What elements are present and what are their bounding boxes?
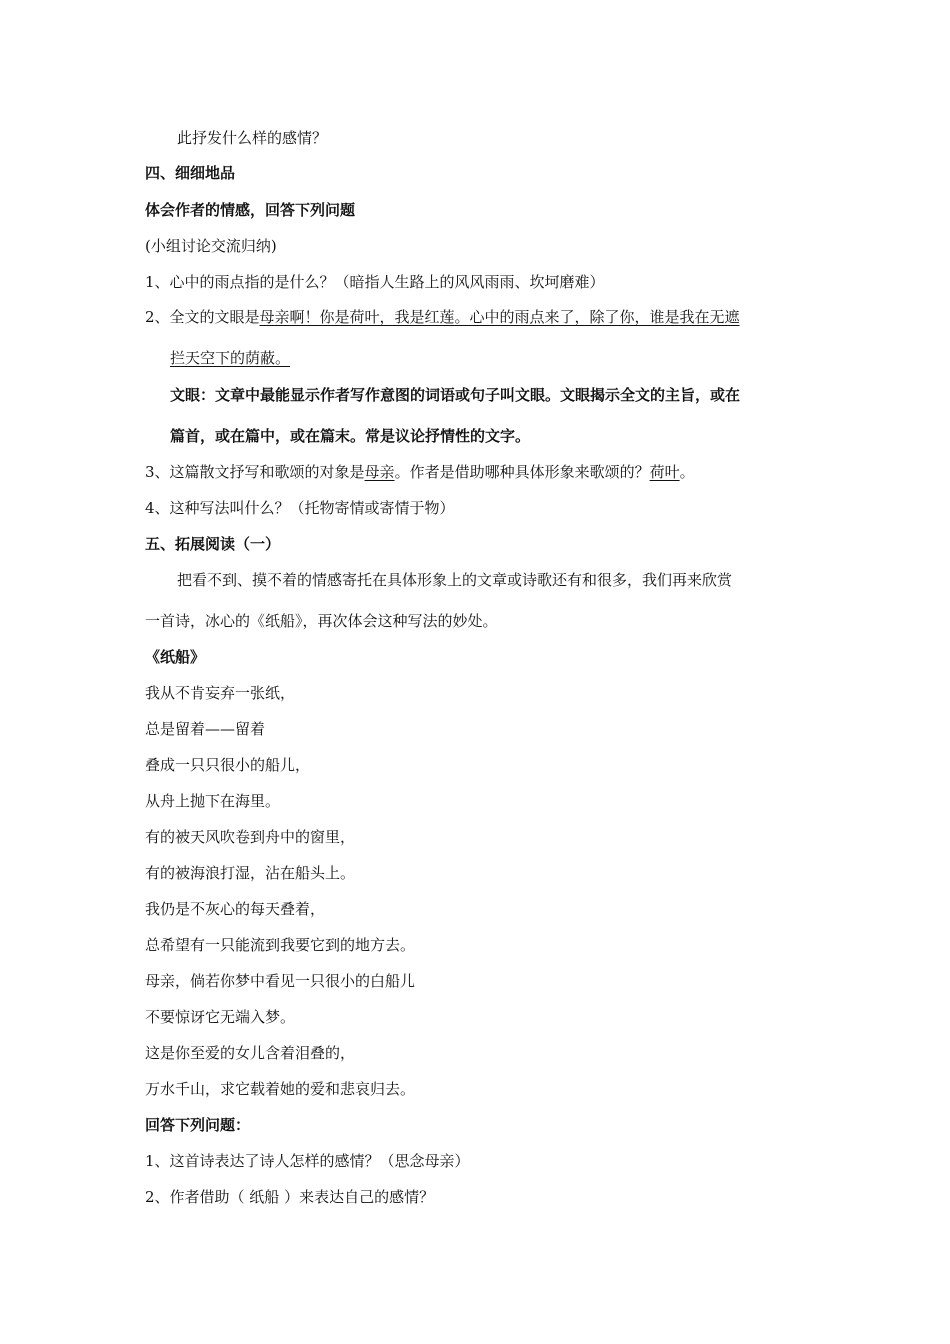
poem-line: 叠成一只只很小的船儿， [145, 756, 311, 774]
question-2 [145, 307, 740, 327]
poem-line: 总是留着——留着 [145, 720, 266, 738]
paragraph-line: 把看不到、摸不着的情感寄托在具体形象上的文章或诗歌还有和很多，我们再来欣赏 [177, 571, 733, 589]
question-3 [145, 462, 695, 482]
section-heading: 五、拓展阅读（一） [145, 535, 281, 553]
underlined-answer: 母亲啊！你是荷叶，我是红莲。心中的雨点来了，除了你，谁是我在无遮 [259, 308, 740, 326]
poem-line: 母亲，倘若你梦中看见一只很小的白船儿 [145, 972, 416, 990]
subheading: 体会作者的情感，回答下列问题 [145, 201, 356, 219]
question-1: 1、这首诗表达了诗人怎样的感情？（思念母亲） [145, 1152, 470, 1170]
text-line [170, 348, 290, 368]
poem-line: 有的被天风吹卷到舟中的窗里， [145, 828, 356, 846]
poem-line: 我仍是不灰心的每天叠着， [145, 900, 326, 918]
poem-line: 我从不肯妄弃一张纸， [145, 684, 296, 702]
q3-part: 3、这篇散文抒写和歌颂的对象是 [145, 463, 365, 481]
question-2-prefix: 2、全文的文眼是 [145, 308, 260, 326]
poem-line: 有的被海浪打湿，沾在船头上。 [145, 864, 356, 882]
question-2: 2、作者借助（ 纸船 ）来表达自己的感情？ [145, 1188, 435, 1206]
definition-text: 文眼：文章中最能显示作者写作意图的词语或句子叫文眼。文眼揭示全文的主旨，或在 [170, 386, 741, 404]
underlined-answer: 母亲 [364, 463, 395, 481]
question-1: 1、心中的雨点指的是什么？（暗指人生路上的风风雨雨、坎坷磨难） [145, 273, 605, 291]
definition-text: 篇首，或在篇中，或在篇末。常是议论抒情性的文字。 [170, 427, 531, 445]
paragraph-line: 一首诗，冰心的《纸船》，再次体会这种写法的妙处。 [145, 612, 498, 630]
poem-line: 总希望有一只能流到我要它到的地方去。 [145, 936, 416, 954]
text-line: 此抒发什么样的感情？ [177, 129, 328, 147]
question-4: 4、这种写法叫什么？（托物寄情或寄情于物） [145, 499, 455, 517]
q3-part: 。作者是借助哪种具体形象来歌颂的？ [394, 463, 650, 481]
poem-line: 从舟上抛下在海里。 [145, 792, 281, 810]
section-heading: 四、细细地品 [145, 164, 236, 182]
text-line: (小组讨论交流归纳) [145, 237, 277, 255]
underlined-answer: 荷叶 [649, 463, 680, 481]
q3-part: 。 [679, 463, 695, 481]
poem-title: 《纸船》 [145, 648, 206, 666]
underlined-answer: 拦天空下的荫蔽。 [170, 349, 291, 367]
poem-line: 这是你至爱的女儿含着泪叠的， [145, 1044, 356, 1062]
poem-line: 不要惊讶它无端入梦。 [145, 1008, 296, 1026]
poem-line: 万水千山，求它载着她的爱和悲哀归去。 [145, 1080, 416, 1098]
subheading: 回答下列问题： [145, 1116, 251, 1134]
